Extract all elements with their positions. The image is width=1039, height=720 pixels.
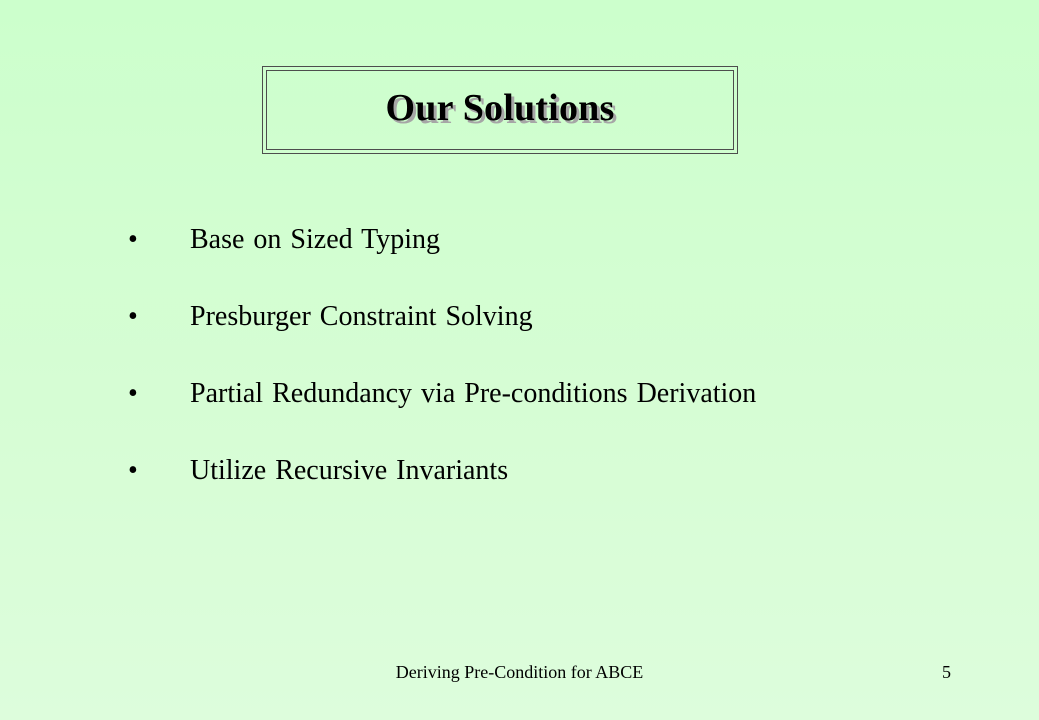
bullet-text: Partial Redundancy via Pre-conditions Derivation xyxy=(190,378,757,409)
bullet-item-sized-typing xyxy=(0,220,1039,297)
bullet-marker: • xyxy=(128,378,138,409)
bullet-marker: • xyxy=(128,301,138,332)
title-box xyxy=(262,66,738,154)
bullet-marker: • xyxy=(128,224,138,255)
bullet-text: Utilize Recursive Invariants xyxy=(190,455,509,486)
bullet-marker: • xyxy=(128,455,138,486)
bullet-list xyxy=(0,220,1039,528)
bullet-text: Base on Sized Typing xyxy=(190,224,441,255)
bullet-item-presburger xyxy=(0,297,1039,374)
title-box-inner xyxy=(266,70,734,150)
bullet-item-partial-redundancy xyxy=(0,374,1039,451)
bullet-item-recursive-invariants xyxy=(0,451,1039,528)
bullet-text: Presburger Constraint Solving xyxy=(190,301,533,332)
slide-title: Our Solutions xyxy=(385,87,615,129)
footer-text: Deriving Pre-Condition for ABCE xyxy=(395,662,644,682)
slide-number: 5 xyxy=(942,662,951,682)
